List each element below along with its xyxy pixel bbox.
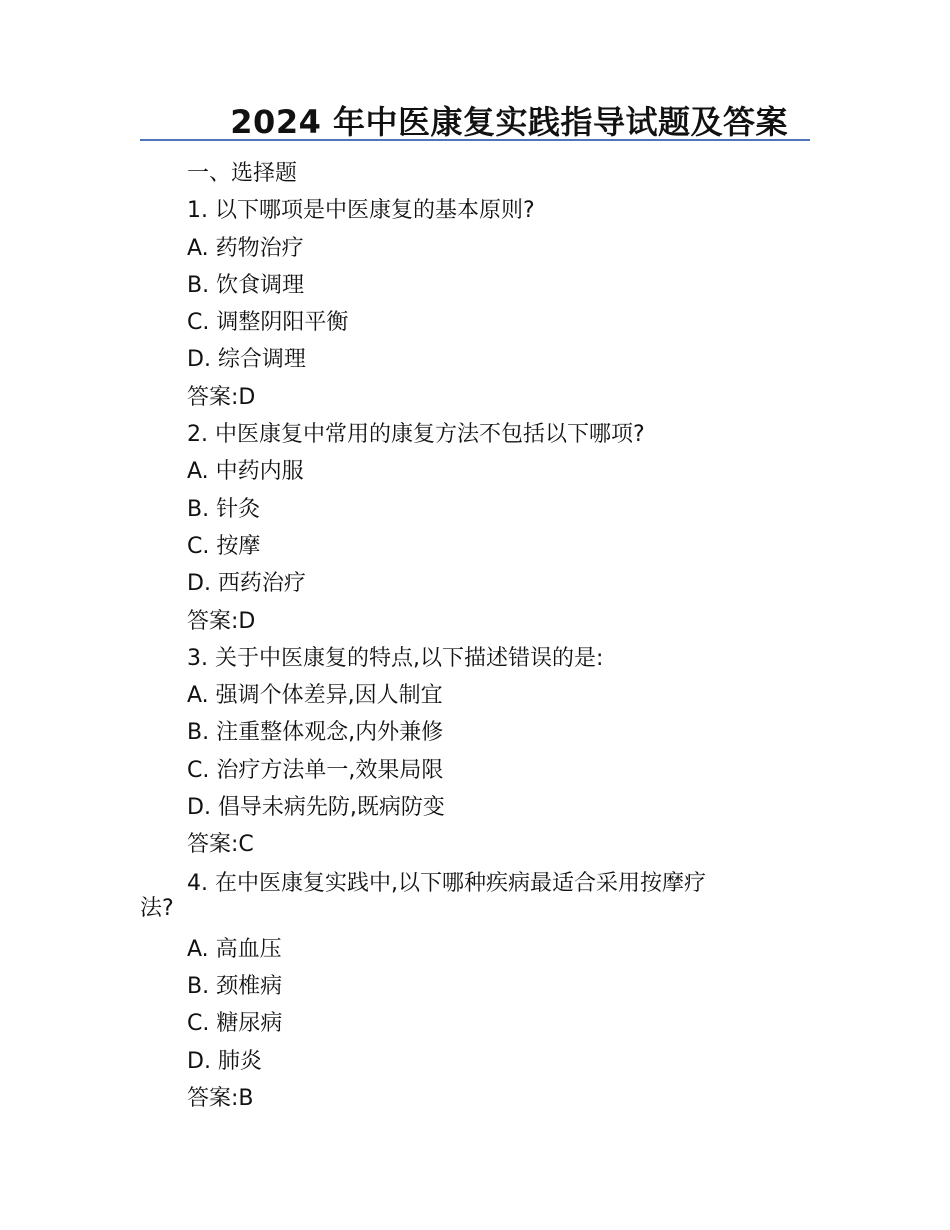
answer-line: 答案:D [187,608,256,634]
answer-line: 答案:B [187,1085,254,1111]
option-item: B. 注重整体观念,内外兼修 [187,720,444,746]
option-item: D. 倡导未病先防,既病防变 [187,795,445,821]
option-item: A. 中药内服 [187,459,304,485]
option-item: C. 调整阴阳平衡 [187,310,349,336]
option-item: B. 颈椎病 [187,973,283,999]
option-item: C. 治疗方法单一,效果局限 [187,757,444,783]
option-item: D. 西药治疗 [187,571,306,597]
question-stem: 3. 关于中医康复的特点,以下描述错误的是: [187,645,604,671]
option-item: A. 高血压 [187,936,282,962]
title-underline [140,139,810,141]
question-stem: 2. 中医康复中常用的康复方法不包括以下哪项? [187,422,645,448]
option-item: D. 综合调理 [187,347,306,373]
option-item: A. 强调个体差异,因人制宜 [187,683,443,709]
option-item: B. 针灸 [187,496,261,522]
option-item: C. 按摩 [187,533,261,559]
question-stem: 1. 以下哪项是中医康复的基本原则? [187,198,535,224]
question-stem [140,864,800,931]
section-heading: 一、选择题 [187,161,298,186]
document-body [140,155,800,1117]
answer-line: 答案:C [187,832,254,858]
answer-line: 答案:D [187,384,256,410]
option-item: A. 药物治疗 [187,235,304,261]
option-item: B. 饮食调理 [187,272,305,298]
option-item: D. 肺炎 [187,1048,262,1074]
document-title: 2024 年中医康复实践指导试题及答案 [230,103,788,141]
question-stem-line-1: 4. 在中医康复实践中,以下哪种疾病最适合采用按摩疗 [187,870,706,896]
question-stem-line-2: 法? [140,895,174,921]
option-item: C. 糖尿病 [187,1011,283,1037]
